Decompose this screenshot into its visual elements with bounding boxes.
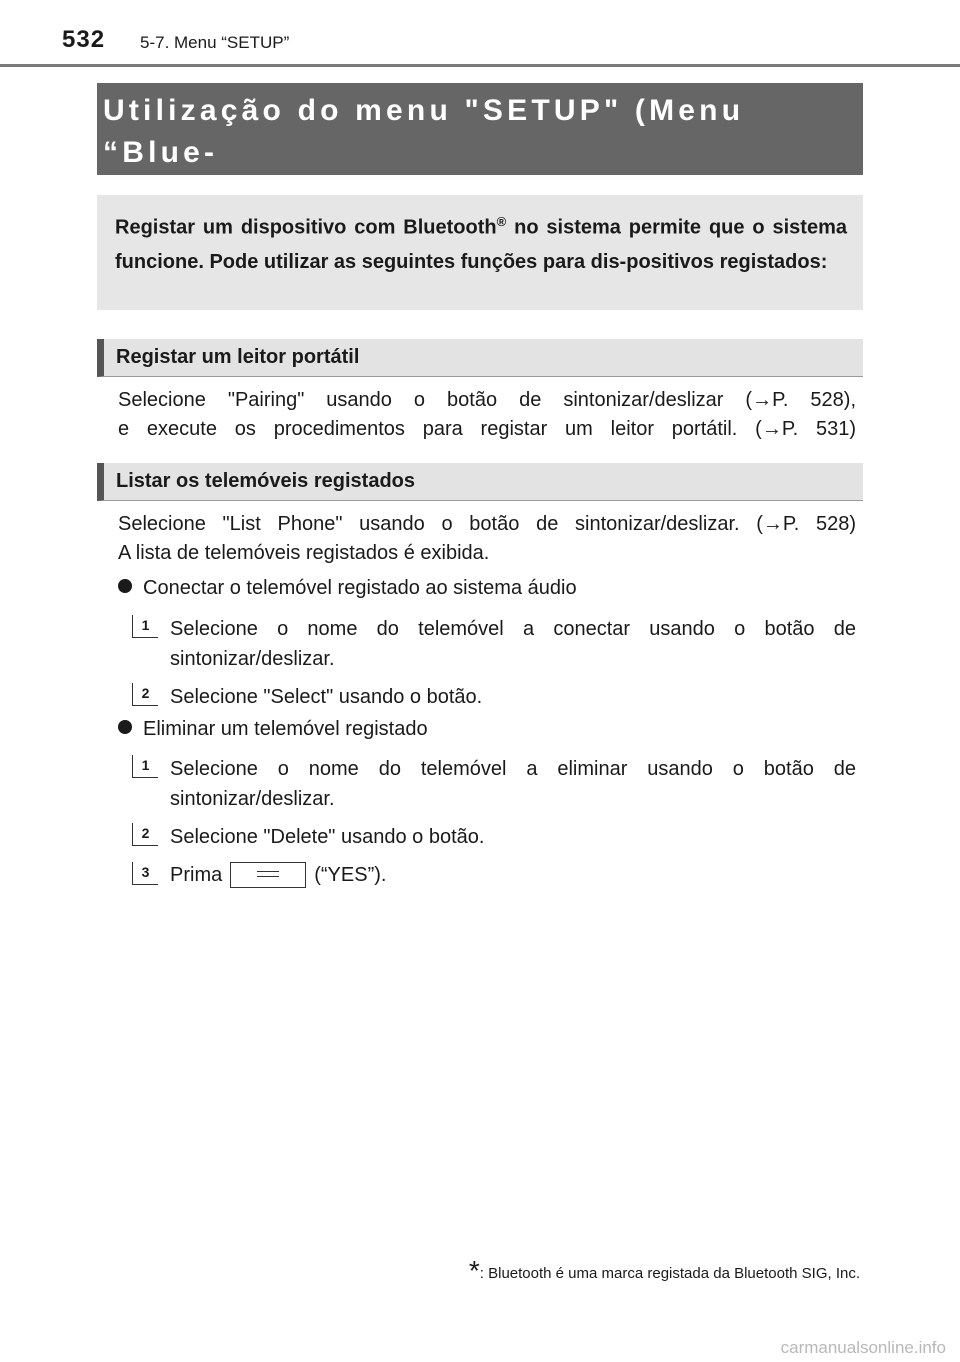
press-label: Prima bbox=[170, 864, 223, 886]
bullet-delete-label: Eliminar um telemóvel registado bbox=[143, 718, 428, 740]
watermark: carmanualsonline.info bbox=[780, 1338, 946, 1357]
section-title-box bbox=[97, 83, 863, 175]
delete-step-3 bbox=[170, 860, 856, 890]
bullet-connect-phone bbox=[118, 574, 577, 603]
section-heading-register-player: Registar um leitor portátil bbox=[97, 339, 863, 377]
connect-step-1-line-2: sintonizar/deslizar. bbox=[170, 648, 335, 670]
yes-button-icon bbox=[230, 862, 306, 888]
bullet-delete-phone bbox=[118, 715, 428, 744]
footnote bbox=[469, 1255, 860, 1287]
intro-text-end: no sistema permite que o sistema funcione. Pode utilizar as seguintes funções para dis-positivos registados: bbox=[115, 216, 847, 273]
delete-step-1-line-2: sintonizar/deslizar. bbox=[170, 788, 335, 810]
header-divider bbox=[0, 64, 960, 67]
register-player-line-2: e execute os procedimentos para registar um leitor portátil. (→P. 531) bbox=[118, 418, 856, 440]
bullet-dot-icon bbox=[118, 720, 132, 734]
delete-step-1-line-1: Selecione o nome do telemóvel a eliminar usando o botão de bbox=[170, 758, 856, 780]
footnote-mark: * bbox=[468, 1255, 480, 1286]
page-header bbox=[0, 0, 960, 68]
bullet-dot-icon bbox=[118, 579, 132, 593]
step-number-badge: 3 bbox=[132, 862, 158, 885]
intro-text-start: Registar um dispositivo com Bluetooth bbox=[115, 216, 497, 239]
list-phones-line-1: Selecione "List Phone" usando o botão de sintonizar/deslizar. (→P. 528) bbox=[118, 513, 856, 535]
section-heading-list-phones: Listar os telemóveis registados bbox=[97, 463, 863, 501]
step-number-badge: 1 bbox=[132, 755, 158, 778]
page-number: 532 bbox=[62, 26, 106, 53]
registered-mark: ® bbox=[496, 214, 507, 229]
yes-button-bars bbox=[257, 871, 279, 877]
list-phones-line-2: A lista de telemóveis registados é exibida. bbox=[118, 542, 490, 564]
footnote-text: : Bluetooth é uma marca registada da Bluetooth SIG, Inc. bbox=[479, 1265, 860, 1282]
register-player-line-1: Selecione "Pairing" usando o botão de sintonizar/deslizar (→P. 528), bbox=[118, 389, 856, 411]
bullet-connect-label: Conectar o telemóvel registado ao sistema áudio bbox=[143, 577, 577, 599]
chapter-title: 5-7. Menu “SETUP” bbox=[140, 33, 290, 52]
intro-box bbox=[97, 195, 863, 310]
delete-step-2: Selecione "Delete" usando o botão. bbox=[170, 826, 485, 848]
section-title-line-1: Utilização do menu "SETUP" (Menu “Blue- bbox=[103, 94, 745, 169]
step-number-badge: 2 bbox=[132, 683, 158, 706]
connect-step-1-line-1: Selecione o nome do telemóvel a conectar usando o botão de bbox=[170, 618, 856, 640]
step-number-badge: 2 bbox=[132, 823, 158, 846]
yes-label: (“YES”). bbox=[314, 864, 387, 886]
connect-step-2: Selecione "Select" usando o botão. bbox=[170, 686, 483, 708]
step-number-badge: 1 bbox=[132, 615, 158, 638]
